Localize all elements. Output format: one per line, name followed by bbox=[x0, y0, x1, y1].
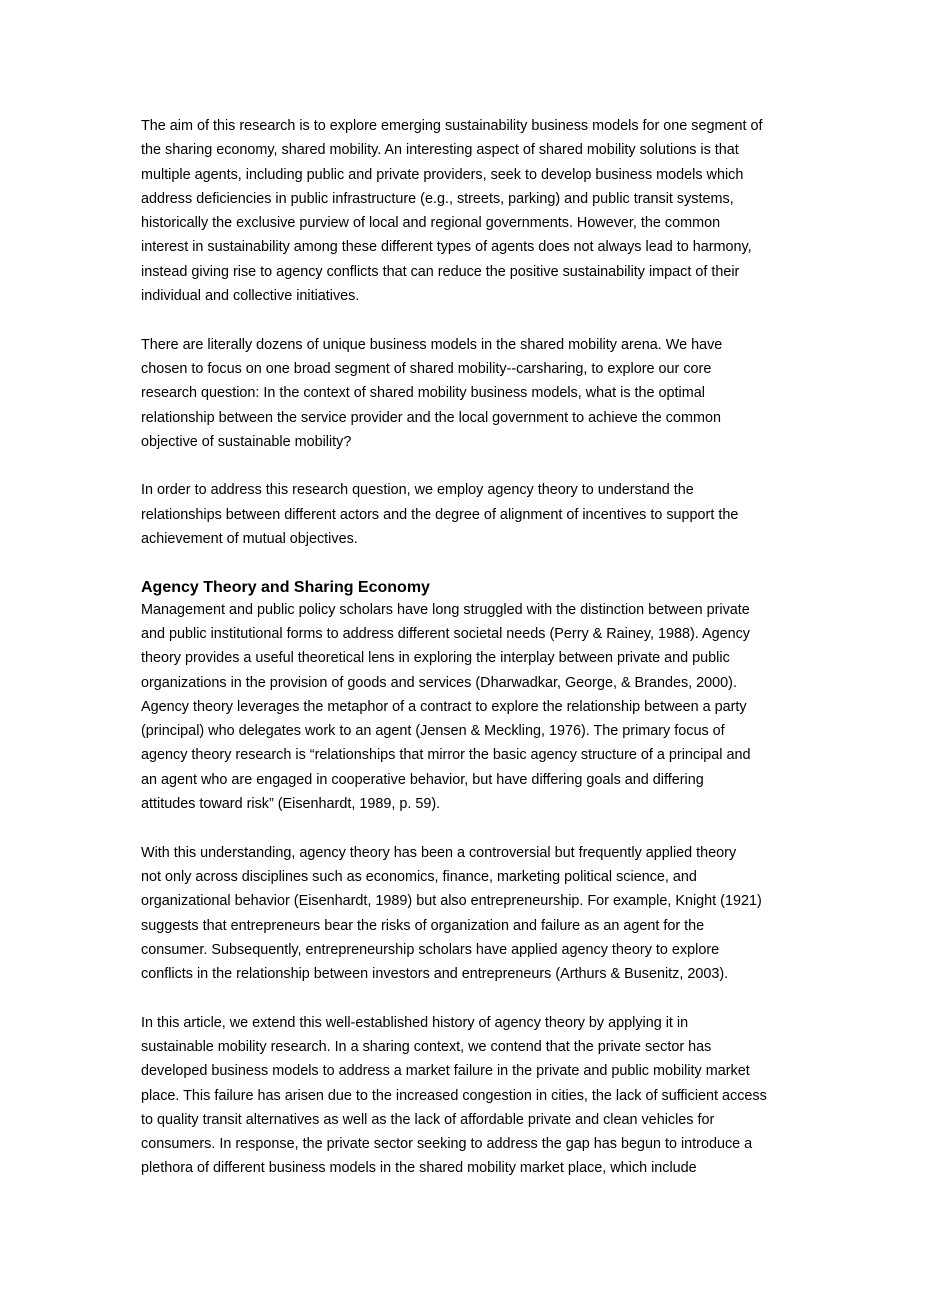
intro-paragraph-3: In order to address this research question, we employ agency theory to understand the relationships between different actors and the degree of alignment of incentives to support the achievement of mutual objectives. bbox=[141, 482, 739, 548]
section-paragraph-2: With this understanding, agency theory has been a controversial but frequently applied theory not only across disciplines such as economics, finance, marketing political science, and organizational behavior (Eisenhardt, 1989) but also entrepreneurship. For example, Knight (1921) suggests that entrepreneurs bear the risks of organization and failure as an agent for the consumer. Subsequently, entrepreneurship scholars have applied agency theory to explore conflicts in the relationship between investors and entrepreneurs (Arthurs & Busenitz, 2003). bbox=[141, 844, 762, 983]
section-paragraph-3: In this article, we extend this well-established history of agency theory by applying it in sustainable mobility research. In a sharing context, we contend that the private sector has developed business models to address a market failure in the private and public mobility market place. This failure has arisen due to the increased congestion in cities, the lack of sufficient access to quality transit alternatives as well as the lack of affordable private and clean vehicles for consumers. In response, the private sector seeking to address the gap has begun to introduce a plethora of different business models in the shared mobility market place, which include bbox=[141, 1014, 767, 1177]
section-paragraph-1: Management and public policy scholars have long struggled with the distinction between private and public institutional forms to address different societal needs (Perry & Rainey, 1988). Agency theory provides a useful theoretical lens in exploring the interplay between private and public organizations in the provision of goods and services (Dharwadkar, George, & Brandes, 2000). Agency theory leverages the metaphor of a contract to explore the relationship between a party (principal) who delegates work to an agent (Jensen & Meckling, 1976). The primary focus of agency theory research is “relationships that mirror the basic agency structure of a principal and an agent who are engaged in cooperative behavior, but have differing goals and differing attitudes toward risk” (Eisenhardt, 1989, p. 59). bbox=[141, 601, 751, 813]
section-heading: Agency Theory and Sharing Economy bbox=[141, 578, 430, 596]
intro-paragraph-1: The aim of this research is to explore emerging sustainability business models for one segment of the sharing economy, shared mobility. An interesting aspect of shared mobility solutions is that multiple agents, including public and private providers, seek to develop business models which address deficiencies in public infrastructure (e.g., streets, parking) and public transit systems, historically the exclusive purview of local and regional governments. However, the common interest in sustainability among these different types of agents does not always lead to harmony, instead giving rise to agency conflicts that can reduce the positive sustainability impact of their individual and collective initiatives. bbox=[141, 118, 763, 305]
document-page bbox=[141, 114, 791, 1181]
intro-paragraph-2: There are literally dozens of unique business models in the shared mobility arena. We have chosen to focus on one broad segment of shared mobility--carsharing, to explore our core research question: In the context of shared mobility business models, what is the optimal relationship between the service provider and the local government to achieve the common objective of sustainable mobility? bbox=[141, 336, 723, 450]
